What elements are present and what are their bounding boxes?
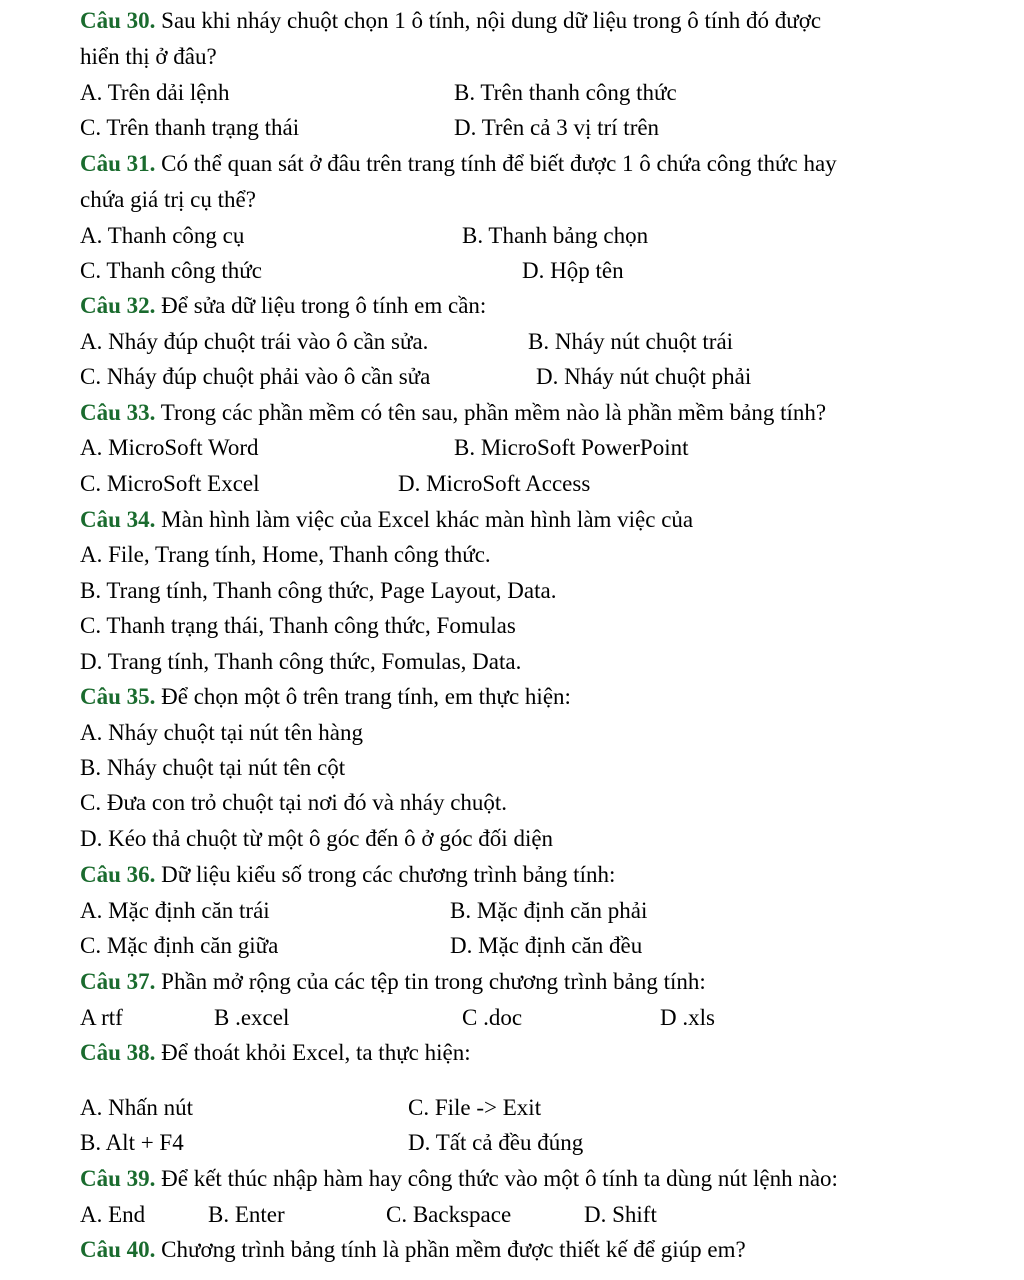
option-d: D. Trang tính, Thanh công thức, Fomulas, Data. <box>80 649 522 674</box>
question-text: Dữ liệu kiểu số trong các chương trình bảng tính: <box>161 862 616 887</box>
option-c: C. MicroSoft Excel <box>80 471 260 496</box>
option-c: C. Thanh trạng thái, Thanh công thức, Fomulas <box>80 613 516 638</box>
option-c: C. Đưa con trỏ chuột tại nơi đó và nháy chuột. <box>80 790 508 815</box>
option-d: D. Hộp tên <box>522 258 624 283</box>
question-36 <box>80 860 615 890</box>
option-d: D. Tất cả đều đúng <box>408 1130 584 1155</box>
option-c: C. Backspace <box>386 1202 512 1227</box>
question-number: Câu 30. <box>80 8 156 33</box>
option-c: C. Trên thanh trạng thái <box>80 115 300 140</box>
option-c: C. Nháy đúp chuột phải vào ô cần sửa <box>80 364 431 389</box>
option-b: B. Mặc định căn phải <box>450 898 648 923</box>
option-a: A rtf <box>80 1005 123 1030</box>
question-31 <box>80 149 837 179</box>
option-c: C. Mặc định căn giữa <box>80 933 279 958</box>
question-33 <box>80 398 826 428</box>
option-d: D. Trên cả 3 vị trí trên <box>454 115 660 140</box>
option-d: D. Shift <box>584 1202 657 1227</box>
question-text-continued: hiển thị ở đâu? <box>80 44 217 69</box>
question-number: Câu 38. <box>80 1040 156 1065</box>
option-a: A. Mặc định căn trái <box>80 898 270 923</box>
option-d: D. MicroSoft Access <box>398 471 591 496</box>
option-b: B. Trang tính, Thanh công thức, Page Layout, Data. <box>80 578 557 603</box>
option-d: D .xls <box>660 1005 715 1030</box>
option-d: D. Nháy nút chuột phải <box>536 364 752 389</box>
question-text: Phần mở rộng của các tệp tin trong chương trình bảng tính: <box>161 969 706 994</box>
option-a: A. End <box>80 1202 146 1227</box>
option-a: A. MicroSoft Word <box>80 435 259 460</box>
question-text: Sau khi nháy chuột chọn 1 ô tính, nội dung dữ liệu trong ô tính đó được <box>161 8 822 33</box>
option-a: A. File, Trang tính, Home, Thanh công thức. <box>80 542 491 567</box>
question-number: Câu 36. <box>80 862 156 887</box>
question-number: Câu 35. <box>80 684 156 709</box>
question-34 <box>80 505 693 535</box>
question-text: Màn hình làm việc của Excel khác màn hình làm việc của <box>161 507 694 532</box>
question-30 <box>80 6 821 36</box>
question-32 <box>80 291 486 321</box>
question-number: Câu 37. <box>80 969 156 994</box>
option-d: D. Kéo thả chuột từ một ô góc đến ô ở góc đối diện <box>80 826 554 851</box>
option-c: C .doc <box>462 1005 523 1030</box>
question-text: Để sửa dữ liệu trong ô tính em cần: <box>161 293 487 318</box>
option-a: A. Nhấn nút <box>80 1095 194 1120</box>
option-b: B. Trên thanh công thức <box>454 80 677 105</box>
question-text: Để kết thúc nhập hàm hay công thức vào một ô tính ta dùng nút lệnh nào: <box>161 1166 838 1191</box>
option-b: B. Nháy nút chuột trái <box>528 329 734 354</box>
question-number: Câu 31. <box>80 151 156 176</box>
question-text: Chương trình bảng tính là phần mềm được thiết kế để giúp em? <box>161 1237 746 1262</box>
option-c: C. File -> Exit <box>408 1095 542 1120</box>
option-b: B. MicroSoft PowerPoint <box>454 435 689 460</box>
question-number: Câu 34. <box>80 507 156 532</box>
option-c: C. Thanh công thức <box>80 258 262 283</box>
question-number: Câu 33. <box>80 400 156 425</box>
option-d: D. Mặc định căn đều <box>450 933 643 958</box>
question-31-continued <box>80 185 256 215</box>
option-b: B .excel <box>214 1005 290 1030</box>
question-number: Câu 39. <box>80 1166 156 1191</box>
question-text: Có thể quan sát ở đâu trên trang tính để biết được 1 ô chứa công thức hay <box>161 151 837 176</box>
question-text: Để thoát khỏi Excel, ta thực hiện: <box>161 1040 471 1065</box>
question-40 <box>80 1235 746 1265</box>
question-number: Câu 32. <box>80 293 156 318</box>
option-a: A. Trên dải lệnh <box>80 80 230 105</box>
option-b: B. Thanh bảng chọn <box>462 223 649 248</box>
question-39 <box>80 1164 838 1194</box>
option-a: A. Thanh công cụ <box>80 223 245 248</box>
option-b: B. Nháy chuột tại nút tên cột <box>80 755 346 780</box>
question-38 <box>80 1038 471 1068</box>
question-text: Trong các phần mềm có tên sau, phần mềm nào là phần mềm bảng tính? <box>160 400 827 425</box>
option-a: A. Nháy chuột tại nút tên hàng <box>80 720 363 745</box>
question-text-continued: chứa giá trị cụ thể? <box>80 187 256 212</box>
option-a: A. Nháy đúp chuột trái vào ô cần sửa. <box>80 329 429 354</box>
question-37 <box>80 967 706 997</box>
option-b: B. Alt + F4 <box>80 1130 184 1155</box>
question-text: Để chọn một ô trên trang tính, em thực hiện: <box>161 684 571 709</box>
option-b: B. Enter <box>208 1202 285 1227</box>
question-30-continued <box>80 42 217 72</box>
question-number: Câu 40. <box>80 1237 156 1262</box>
question-35 <box>80 682 571 712</box>
